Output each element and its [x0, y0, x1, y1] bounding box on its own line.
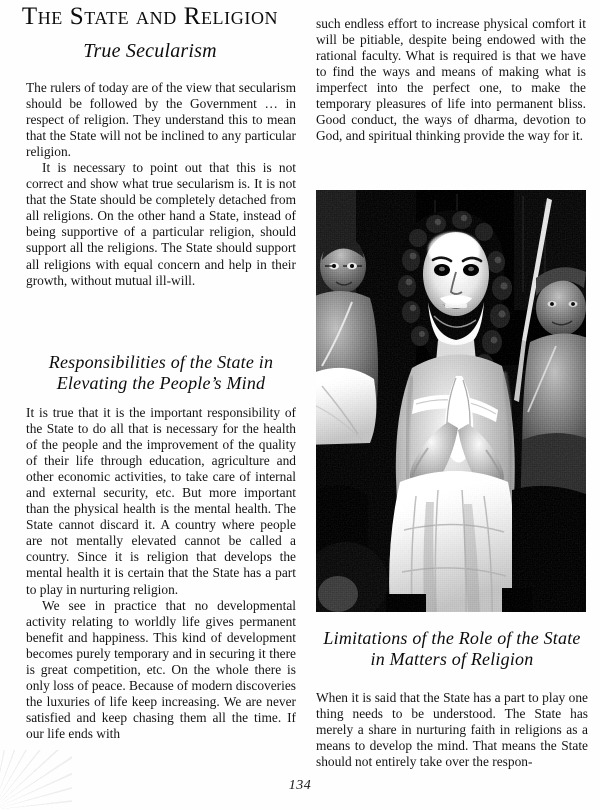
section-subtitle-true-secularism: True Secularism: [83, 40, 217, 62]
paragraph: It is necessary to point out that this is not correct and show what true secularism is. It is not that the State should be completely detached from all religions. On the other hand a State, instead of being supportive of a particular religion, should support all the religions. The State should support all religions with equal concern and help in their growth, without mutual ill-will.: [26, 160, 296, 288]
page-number: 134: [288, 778, 312, 793]
paragraph: The rulers of today are of the view that secularism should be followed by the Government … in respect of religion. They understand this to mean that the State will not be inclined to any particular religion.: [26, 80, 296, 160]
paragraph: It is true that it is the important responsibility of the State to do all that is necessary for the health of the people and the improvement of the quality of their life through education, agriculture and other economic activities, to take care of internal and external security, etc. But more important than the physical health is the mental health. The State cannot discard it. A country where people are not mentally elevated cannot be called a country. Since it is religion that develops the mental health it is certain that the State has a part to play in nurturing religion.: [26, 405, 296, 597]
right-column-block-1: [316, 16, 586, 144]
right-column-block-2: [316, 690, 588, 770]
paragraph: such endless effort to increase physical comfort it will be pitiable, despite being endowed with the rational faculty. What is required is that we have to find the ways and means of making what is imperfect into the perfect one, to make the temporary pleasures of life into permanent bliss. Good conduct, the ways of dharma, devotion to God, and spiritual thinking provide the way for it.: [316, 16, 586, 144]
photograph-artwork: [316, 190, 586, 612]
paragraph: When it is said that the State has a part to play one thing needs to be understood. The State has merely a share in nurturing faith in religions as a means to develop the mind. That means the State should not entirely take over the respon-: [316, 690, 588, 770]
left-column-block-1: [26, 80, 296, 289]
section-heading-limitations-of-the-role-of-the-state: Limitations of the Role of the State in Matters of Religion: [323, 628, 581, 669]
sage-photograph: [316, 190, 586, 612]
page-title: The State and Religion: [21, 3, 279, 30]
left-column-block-2: [26, 405, 296, 742]
section-heading-responsibilities-of-the-state: Responsibilities of the State in Elevating the People’s Mind: [48, 352, 274, 393]
paragraph: We see in practice that no developmental activity relating to worldly life gives permanent benefit and happiness. This kind of development becomes purely temporary and in securing it there is great competition, etc. On the whole there is only loss of peace. Because of modern discoveries the luxuries of life keep increasing. We are never satisfied and keep chasing them all the time. If our life ends with: [26, 597, 296, 741]
